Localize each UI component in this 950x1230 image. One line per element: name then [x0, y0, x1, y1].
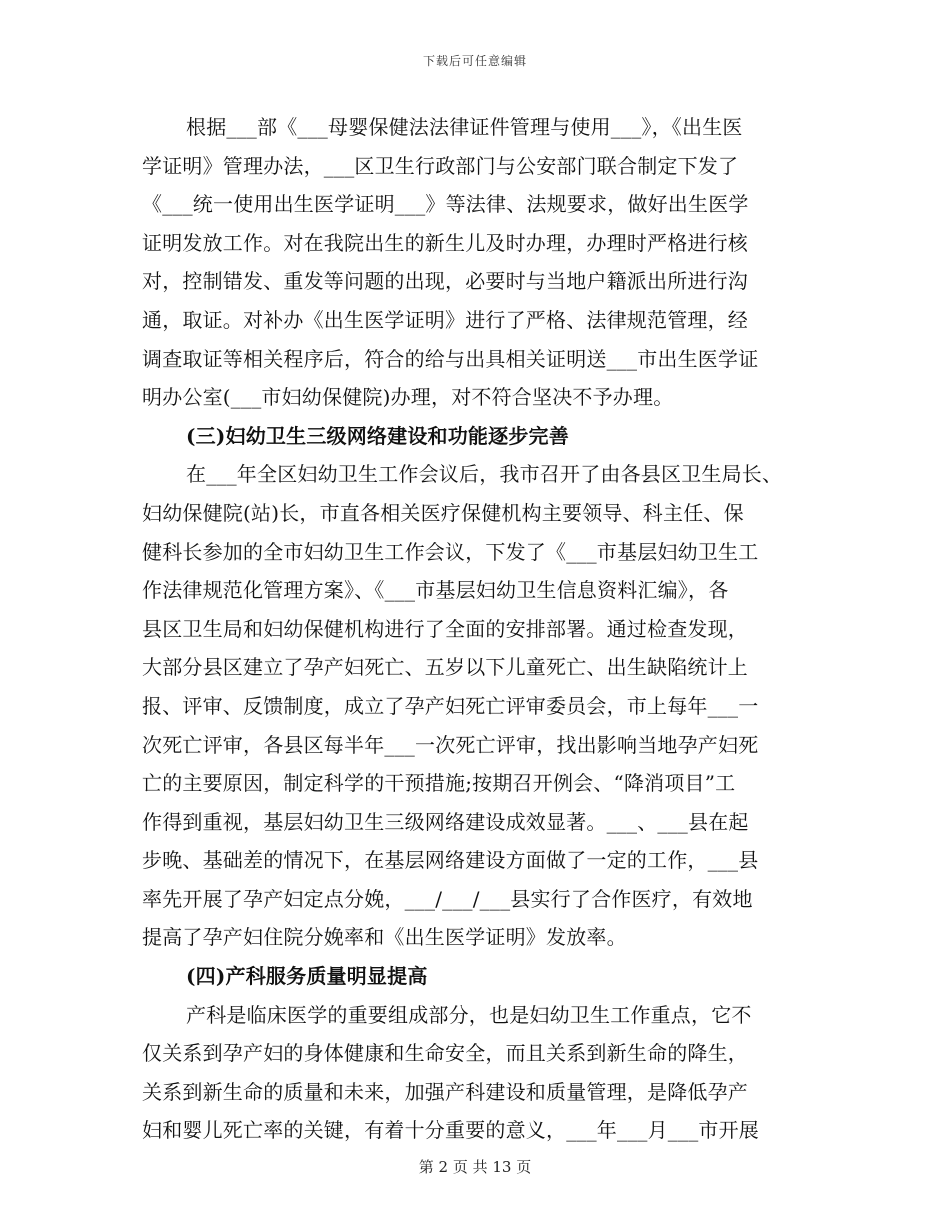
paragraph-line: 妇幼保健院(站)长，市直各相关医疗保健机构主要领导、科主任、保: [142, 500, 744, 525]
paragraph-line: 报、评审、反馈制度，成立了孕产妇死亡评审委员会，市上每年___一: [142, 693, 759, 718]
page-indicator: 第 2 页 共 13 页: [418, 1158, 532, 1176]
paragraph-line: 产科是临床医学的重要组成部分，也是妇幼卫生工作重点，它不: [186, 1002, 752, 1027]
paragraph-line: 大部分县区建立了孕产妇死亡、五岁以下儿童死亡、出生缺陷统计上: [142, 655, 748, 680]
paragraph-line: 证明发放工作。对在我院出生的新生儿及时办理，办理时严格进行核: [142, 230, 748, 255]
document-body: [142, 108, 807, 1150]
paragraph-line: 学证明》管理办法，___区卫生行政部门与公安部门联合制定下发了: [142, 153, 739, 178]
paragraph-line: 仅关系到孕产妇的身体健康和生命安全，而且关系到新生命的降生，: [142, 1041, 748, 1066]
paragraph-line: 妇和婴儿死亡率的关键，有着十分重要的意义，___年___月___市开展: [142, 1118, 759, 1143]
paragraph-line: 调查取证等相关程序后，符合的给与出具相关证明送___市出生医学证: [142, 346, 759, 371]
paragraph-line: 作法律规范化管理方案》、《___市基层妇幼卫生信息资料汇编》，各: [142, 578, 729, 603]
paragraph-line: 健科长参加的全市妇幼卫生工作会议，下发了《___市基层妇幼卫生工: [142, 539, 759, 564]
section-heading: (三)妇幼卫生三级网络建设和功能逐步完善: [186, 423, 569, 448]
paragraph-line: 根据___部《___母婴保健法法律证件管理与使用___》，《出生医: [186, 115, 743, 139]
paragraph-line: 率先开展了孕产妇定点分娩，___/___/___县实行了合作医疗，有效地: [142, 886, 753, 911]
paragraph-line: 在___年全区妇幼卫生工作会议后，我市召开了由各县区卫生局长、: [186, 462, 783, 487]
paragraph-line: 次死亡评审，各县区每半年___一次死亡评审，找出影响当地孕产妇死: [142, 732, 759, 757]
paragraph-line: 对，控制错发、重发等问题的出现，必要时与当地户籍派出所进行沟: [142, 269, 748, 294]
paragraph-line: 关系到新生命的质量和未来，加强产科建设和质量管理，是降低孕产: [142, 1079, 748, 1104]
section-heading: (四)产科服务质量明显提高: [186, 964, 428, 989]
paragraph-line: 提高了孕产妇住院分娩率和《出生医学证明》发放率。: [142, 925, 627, 950]
paragraph-line: 作得到重视，基层妇幼卫生三级网络建设成效显著。___、___县在起: [142, 809, 749, 834]
paragraph-line: 《___统一使用出生医学证明___》等法律、法规要求，做好出生医学: [142, 192, 749, 217]
paragraph-line: 亡的主要原因，制定科学的干预措施;按期召开例会、“降消项目”工: [142, 771, 736, 796]
paragraph-line: 明办公室(___市妇幼保健院)办理，对不符合坚决不予办理。: [142, 385, 674, 410]
paragraph-line: 通，取证。对补办《出生医学证明》进行了严格、法律规范管理，经: [142, 307, 748, 332]
paragraph-line: 县区卫生局和妇幼保健机构进行了全面的安排部署。通过检查发现，: [142, 616, 748, 641]
header-note: 下载后可任意编辑: [422, 54, 527, 68]
paragraph-line: 步晚、基础差的情况下，在基层网络建设方面做了一定的工作，___县: [142, 848, 759, 873]
